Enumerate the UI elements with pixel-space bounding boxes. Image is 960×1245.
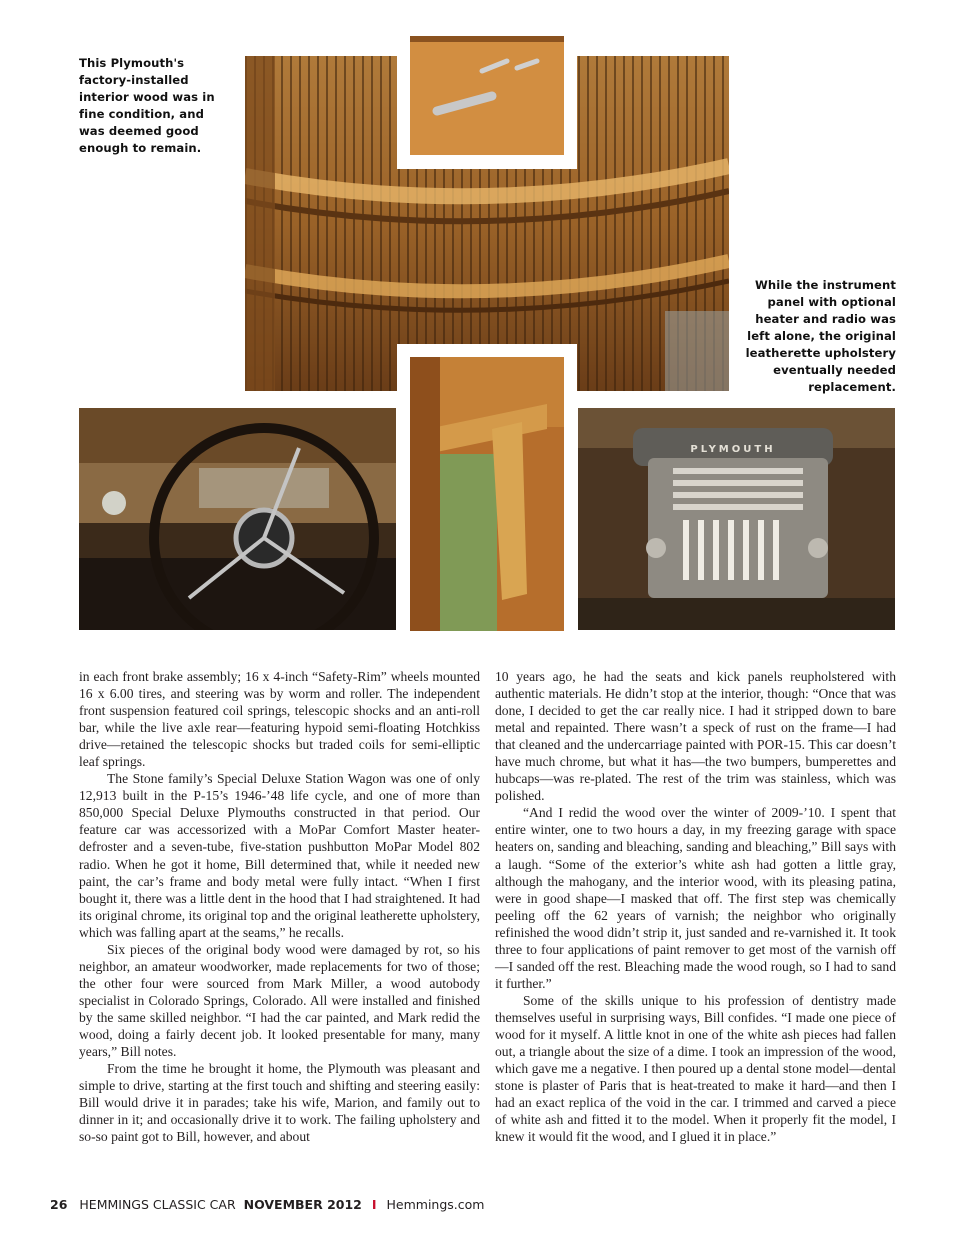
caption-interior-wood: This Plymouth's factory-installed interior wood was in fine condition, and was deemed good enough to remain.	[79, 56, 215, 155]
door-handles-photo	[397, 36, 577, 169]
wood-frame-photo	[397, 344, 577, 631]
paragraph: The Stone family’s Special Deluxe Station Wagon was one of only 12,913 built in the P-15’s 1946-’48 life cycle, and one of more than 850,000 Special Deluxe Plymouths constructed in that period. Our feature car was accessorized with a MoPar Comfort Master heater-defroster and a seven-tube, five-station pushbutton MoPar Model 802 radio. When he got it home, Bill determined that, while it needed new paint, the car’s frame and body metal were fully intact. “When I first bought it, there was a little dent in the hood that I had straightened. It had its original chrome, its original top and the original leatherette upholstery, which was falling apart at the seams,” he recalls.	[79, 771, 480, 940]
paragraph: in each front brake assembly; 16 x 4-inch “Safety-Rim” wheels mounted 16 x 6.00 tires, and steering was by worm and roller. The independent front suspension featured coil springs, telescopic shocks and an anti-roll bar, while the live axle rear—featuring hypoid semi-floating Hotchkiss drive—retained the telescopic shocks but traded coils for semi-elliptic leaf springs.	[79, 669, 480, 770]
article-column-right	[495, 668, 896, 1145]
page-number: 26	[50, 1197, 68, 1212]
steering-wheel-photo	[79, 408, 396, 630]
dash-nameplate: PLYMOUTH	[690, 444, 776, 455]
article-column-left	[79, 668, 480, 1145]
magazine-name: HEMMINGS CLASSIC CAR	[79, 1197, 236, 1212]
radio-heater-photo	[578, 408, 895, 630]
page-footer	[50, 1197, 484, 1212]
paragraph: Some of the skills unique to his profession of dentistry made themselves useful in surprising ways, Bill confides. “I made one piece of wood for it myself. A little knot in one of the white ash pieces had fallen out, a triangle about the size of a dime. I took an impression of the wood, which gave me a negative. I then poured up a dental stone model—dental stone is plaster of Paris that is heat-treated to make it hard—and then I had an exact replica of the void in the car. I trimmed and carved a piece of white ash and fitted it to the model. When it properly fit the model, I knew it would fit the wood, and I glued it in place.”	[495, 992, 896, 1145]
caption-instrument-panel: While the instrument panel with optional heater and radio was left alone, the original leatherette upholstery eventually needed replacement.	[745, 278, 896, 394]
footer-separator: I	[371, 1197, 377, 1212]
website-link[interactable]: Hemmings.com	[386, 1197, 485, 1212]
issue-date: NOVEMBER 2012	[243, 1197, 362, 1212]
paragraph: Six pieces of the original body wood were damaged by rot, so his neighbor, an amateur woodworker, made replacements for two of those; the other four were sourced from Mark Miller, a wood autobody specialist in Colorado Springs, Colorado. All were installed and finished by the same skilled neighbor. “I had the car painted, and Mark redid the wood, doing a fairly decent job. It looked presentable for many, many years,” Bill notes.	[79, 941, 480, 1060]
paragraph: From the time he brought it home, the Plymouth was pleasant and simple to drive, starting at the first touch and shifting and steering easily: Bill would drive it in parades; take his wife, Marion, and family out to dinner in it; and occasionally drive it to work. The failing upholstery and so-so paint got to Bill, however, and about	[79, 1061, 480, 1145]
paragraph: “And I redid the wood over the winter of 2009-’10. I spent that entire winter, one to two hours a day, in my freezing garage with space heaters on, sanding and bleaching, sanding and bleaching,” Bill says with a laugh. “Some of the exterior’s white ash had gotten a little gray, although the mahogany, and the interior wood, with its pleasing patina, were in good shape—I masked that off. The first step was chemically peeling off the 62 years of varnish; the neighbor who originally refinished the wood didn’t strip it, just sanded and re-varnished it. It took three to four applications of paint remover to get most of the varnish off—I sanded off the rest. Bleaching made the wood rough, so I had to sand it further.”	[495, 805, 896, 991]
paragraph: 10 years ago, he had the seats and kick panels reupholstered with authentic materials. He didn’t stop at the interior, though: “Once that was done, I decided to get the car really nice. I had it stripped down to bare metal and repainted. There wasn’t a speck of rust on the frame—I had that cleaned and the undercarriage painted with POR-15. This car doesn’t have much chrome, but what it has—the two bumpers, bumperettes and hubcaps—was re-plated. The rest of the trim was stainless, which was polished.	[495, 669, 896, 804]
